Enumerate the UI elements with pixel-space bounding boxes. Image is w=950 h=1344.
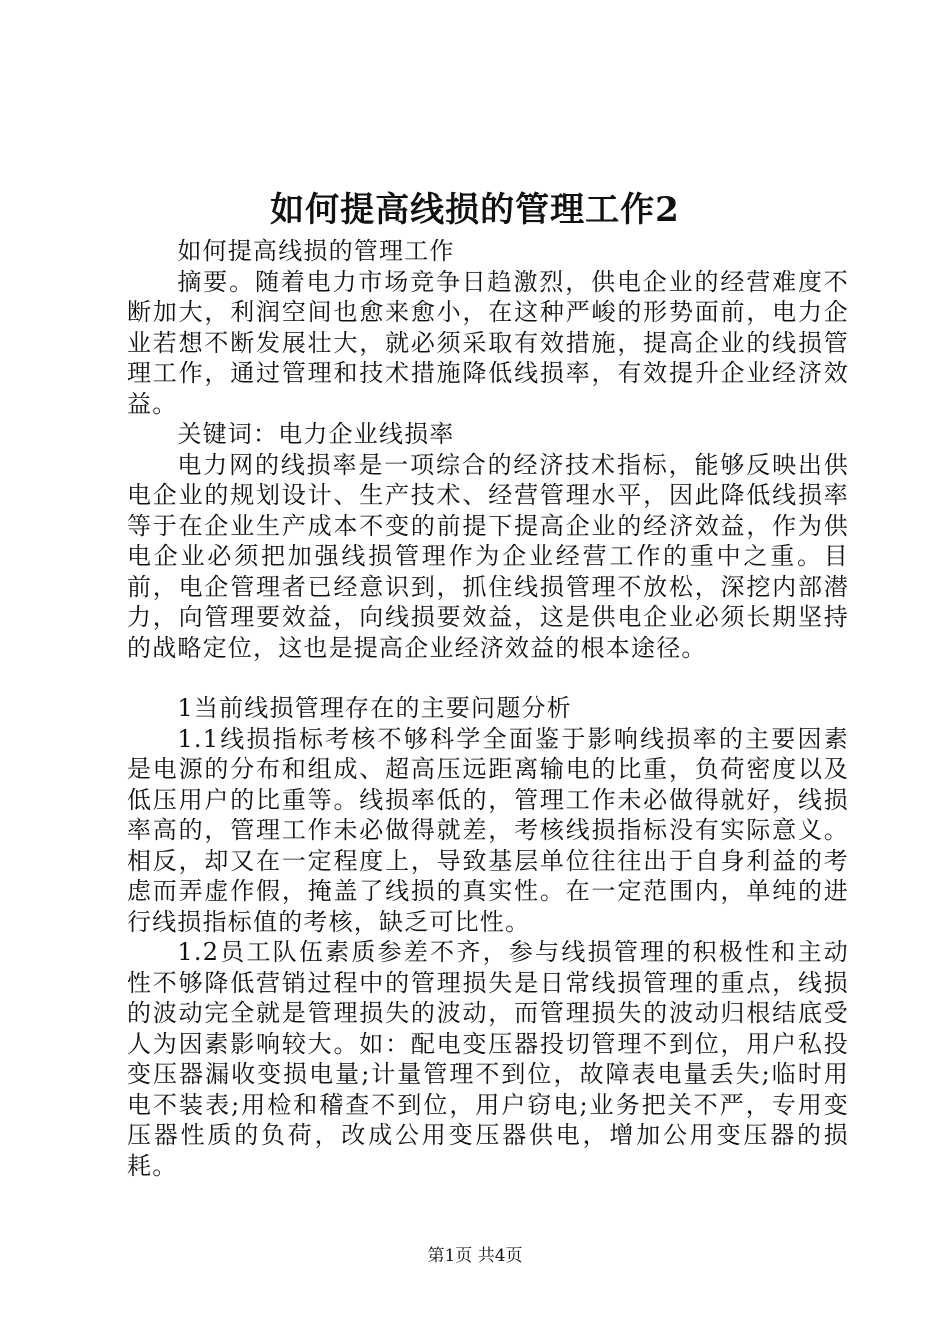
- document-title: 如何提高线损的管理工作2: [270, 190, 680, 230]
- abstract-paragraph: 摘要。随着电力市场竞争日趋激烈，供电企业的经营难度不断加大，利润空间也愈来愈小，在这种严峻的形势面前，电力企业若想不断发展壮大，就必须采取有效措施，提高企业的线损管理工作，通过管理和技术措施降低线损率，有效提升企业经济效益。: [127, 267, 849, 418]
- document-body: [127, 236, 849, 1181]
- subtitle-paragraph: 如何提高线损的管理工作: [177, 237, 455, 265]
- intro-paragraph: 电力网的线损率是一项综合的经济技术指标，能够反映出供电企业的规划设计、生产技术、经营管理水平，因此降低线损率等于在企业生产成本不变的前提下提高企业的经济效益，作为供电企业必须把加强线损管理作为企业经营工作的重中之重。目前，电企管理者已经意识到，抓住线损管理不放松，深挖内部潜力，向管理要效益，向线损要效益，这是供电企业必须长期坚持的战略定位，这也是提高企业经济效益的根本途径。: [127, 450, 849, 662]
- section-heading: 1当前线损管理存在的主要问题分析: [177, 694, 572, 722]
- section-1-2-paragraph: 1.2员工队伍素质参差不齐，参与线损管理的积极性和主动性不够降低营销过程中的管理损失是日常线损管理的重点，线损的波动完全就是管理损失的波动，而管理损失的波动归根结底受人为因素影响较大。如：配电变压器投切管理不到位，用户私投变压器漏收变损电量;计量管理不到位，故障表电量丢失;临时用电不装表;用检和稽查不到位，用户窃电;业务把关不严，专用变压器性质的负荷，改成公用变压器供电，增加公用变压器的损耗。: [127, 938, 849, 1180]
- section-1-1-paragraph: 1.1线损指标考核不够科学全面鉴于影响线损率的主要因素是电源的分布和组成、超高压远距离输电的比重，负荷密度以及低压用户的比重等。线损率低的，管理工作未必做得就好，线损率高的，管理工作未必做得就差，考核线损指标没有实际意义。相反，却又在一定程度上，导致基层单位往往出于自身利益的考虑而弄虚作假，掩盖了线损的真实性。在一定范围内，单纯的进行线损指标值的考核，缺乏可比性。: [127, 724, 849, 936]
- page-footer: 第1页 共4页: [427, 1246, 523, 1266]
- keywords-paragraph: 关键词：电力企业线损率: [177, 420, 455, 448]
